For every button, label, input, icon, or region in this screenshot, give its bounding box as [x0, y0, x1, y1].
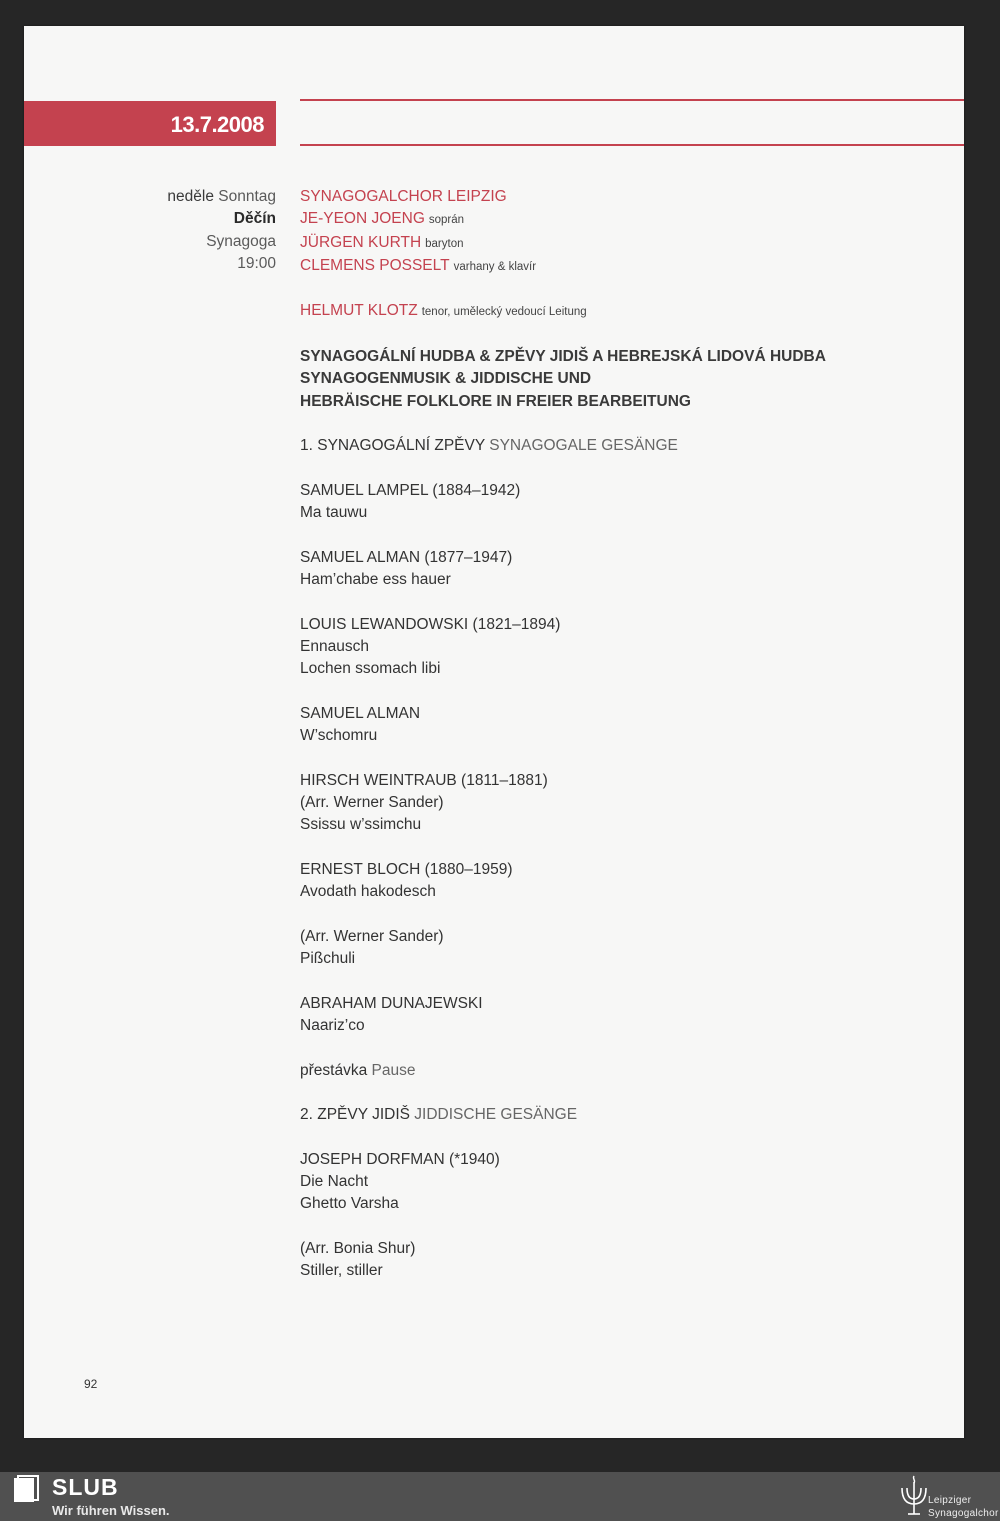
performer-name: SYNAGOGALCHOR LEIPZIG	[300, 188, 507, 205]
day-cz: neděle	[167, 188, 214, 205]
city: Děčín	[233, 210, 276, 228]
piece-line: LOUIS LEWANDOWSKI (1821–1894)	[300, 615, 561, 633]
event-info	[100, 186, 276, 275]
performer-line	[300, 232, 940, 255]
piece-line: (Arr. Werner Sander)	[300, 927, 444, 945]
day-de: Sonntag	[218, 188, 276, 205]
piece-line: Ssissu w’ssimchu	[300, 816, 422, 834]
piece-line: SAMUEL ALMAN (1877–1947)	[300, 548, 513, 566]
piece-line: (Arr. Bonia Shur)	[300, 1239, 416, 1257]
performer-name: CLEMENS POSSELT	[300, 256, 450, 274]
piece-line: Pißchuli	[300, 950, 356, 968]
piece-line: Ghetto Varsha	[300, 1195, 399, 1213]
top-rule	[300, 99, 964, 101]
piece-line: (Arr. Werner Sander)	[300, 794, 444, 812]
performer-line	[300, 208, 940, 231]
performer-role: varhany & klavír	[453, 260, 537, 273]
program-title: HEBRÄISCHE FOLKLORE IN FREIER BEARBEITUNG	[300, 392, 691, 410]
pause-de: Pause	[371, 1061, 416, 1079]
performer-name: JÜRGEN KURTH	[300, 233, 422, 251]
date-banner	[24, 101, 276, 146]
section-heading	[300, 1104, 940, 1126]
pause-line	[300, 1060, 940, 1082]
page-number: 92	[84, 1377, 98, 1391]
program-title: SYNAGOGÁLNÍ HUDBA & ZPĚVY JIDIŠ A HEBREJSKÁ LIDOVÁ HUDBA	[300, 348, 826, 366]
program-column	[300, 186, 940, 1283]
piece-line: SAMUEL LAMPEL (1884–1942)	[300, 481, 521, 499]
piece-line: HIRSCH WEINTRAUB (1811–1881)	[300, 771, 548, 789]
day-line	[100, 186, 276, 208]
piece-line: Ham’chabe ess hauer	[300, 571, 451, 589]
partner-logo-text	[928, 1494, 999, 1520]
section-cz: 1. SYNAGOGÁLNÍ ZPĚVY	[300, 437, 485, 455]
pause-cz: přestávka	[300, 1061, 368, 1079]
piece-line: W’schomru	[300, 727, 378, 745]
performer-line	[300, 255, 940, 278]
partner-line: Leipziger	[928, 1495, 972, 1506]
leader-line	[300, 300, 940, 323]
slub-logo-icon[interactable]	[12, 1474, 40, 1504]
piece-line: Die Nacht	[300, 1173, 369, 1191]
piece-line: Stiller, stiller	[300, 1262, 383, 1280]
section-de: JIDDISCHE GESÄNGE	[414, 1106, 578, 1124]
date-label: 13.7.2008	[170, 112, 264, 137]
menorah-logo-icon	[896, 1474, 932, 1518]
piece-line: SAMUEL ALMAN	[300, 704, 421, 722]
partner-line: Synagogalchor	[928, 1508, 999, 1519]
performer-role: baryton	[425, 237, 464, 250]
piece-line: ABRAHAM DUNAJEWSKI	[300, 994, 483, 1012]
piece-line: Ma tauwu	[300, 504, 368, 522]
section-heading	[300, 435, 940, 457]
piece-line: JOSEPH DORFMAN (*1940)	[300, 1150, 500, 1168]
venue: Synagoga	[206, 232, 276, 250]
performer-line	[300, 186, 940, 208]
piece-line: Lochen ssomach libi	[300, 660, 441, 678]
time: 19:00	[237, 254, 276, 272]
program-title: SYNAGOGENMUSIK & JIDDISCHE UND	[300, 370, 592, 388]
performer-role: soprán	[428, 214, 465, 227]
leader-role: tenor, umělecký vedoucí Leitung	[421, 306, 587, 319]
section-de: SYNAGOGALE GESÄNGE	[489, 437, 678, 455]
piece-line: Naariz’co	[300, 1016, 365, 1034]
piece-line: Avodath hakodesch	[300, 883, 436, 901]
bottom-rule	[300, 144, 964, 146]
slub-brand[interactable]: SLUB	[52, 1474, 119, 1500]
piece-line: Ennausch	[300, 637, 369, 655]
leader-name: HELMUT KLOTZ	[300, 302, 418, 320]
piece-line: ERNEST BLOCH (1880–1959)	[300, 860, 513, 878]
performer-name: JE-YEON JOENG	[300, 210, 425, 228]
slub-tagline: Wir führen Wissen.	[52, 1503, 170, 1518]
viewer-footer	[0, 1472, 1000, 1521]
section-cz: 2. ZPĚVY JIDIŠ	[300, 1106, 410, 1124]
